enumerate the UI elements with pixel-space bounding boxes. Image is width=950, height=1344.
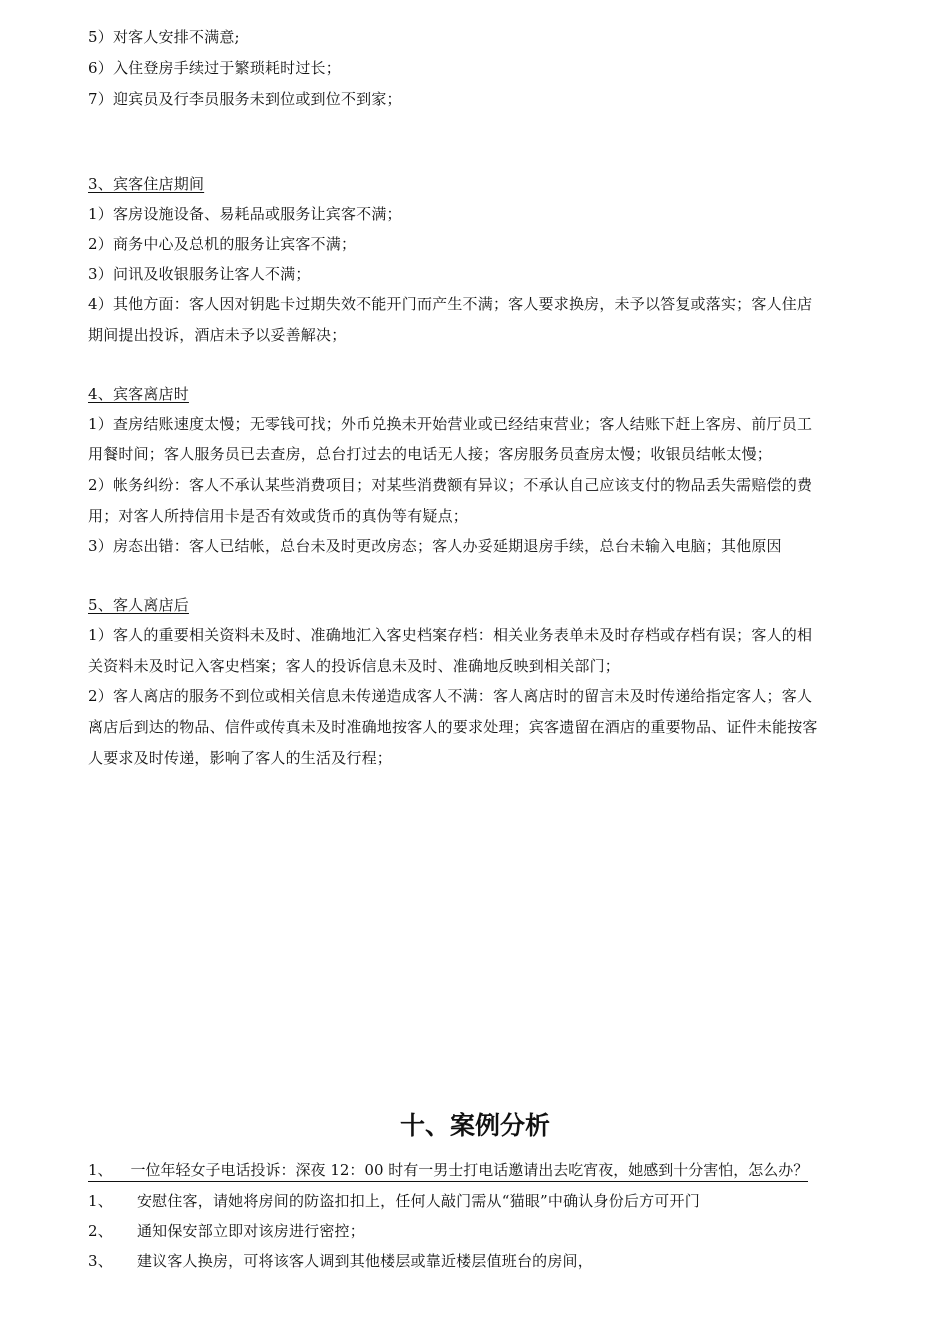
list-item: 1）查房结账速度太慢；无零钱可找；外币兑换未开始营业或已经结束营业；客人结账下赶上客房、前厅员工 [88, 415, 813, 433]
list-item: 2）客人离店的服务不到位或相关信息未传递造成客人不满：客人离店时的留言未及时传递给指定客人；客人 [88, 687, 813, 705]
list-item: 2）商务中心及总机的服务让宾客不满； [88, 235, 357, 253]
list-item: 1）客房设施设备、易耗品或服务让宾客不满； [88, 205, 402, 223]
answer-text: 建议客人换房，可将该客人调到其他楼层或靠近楼层值班台的房间， [136, 1252, 593, 1270]
list-item: 人要求及时传递，影响了客人的生活及行程； [88, 749, 393, 767]
list-item: 期间提出投诉，酒店未予以妥善解决； [88, 326, 347, 344]
list-item [88, 1251, 593, 1271]
list-item: 用；对客人所持信用卡是否有效或货币的真伪等有疑点； [88, 507, 469, 525]
section-heading: 4、宾客离店时 [88, 385, 189, 403]
answer-text: 安慰住客，请她将房间的防盗扣扣上，任何人敲门需从“猫眼”中确认身份后方可开门 [136, 1192, 700, 1210]
list-item: 7）迎宾员及行李员服务未到位或到位不到家； [88, 90, 402, 108]
list-item: 离店后到达的物品、信件或传真未及时准确地按客人的要求处理；宾客遗留在酒店的重要物品、证件未能按客 [88, 718, 818, 736]
answer-number: 1、 [88, 1192, 113, 1210]
answer-text: 通知保安部立即对该房进行密控； [136, 1222, 365, 1240]
list-item: 4）其他方面：客人因对钥匙卡过期失效不能开门而产生不满；客人要求换房，未予以答复或落实；客人住店 [88, 295, 813, 313]
case-question-text: 一位年轻女子电话投诉：深夜 12：00 时有一男士打电话邀请出去吃宵夜，她感到十分害怕，怎么办？ [130, 1161, 809, 1179]
case-question [88, 1160, 808, 1182]
list-item: 3）房态出错：客人已结帐，总台未及时更改房态；客人办妥延期退房手续，总台未输入电脑；其他原因 [88, 537, 782, 555]
answer-number: 2、 [88, 1222, 113, 1240]
list-item: 关资料未及时记入客史档案；客人的投诉信息未及时、准确地反映到相关部门； [88, 657, 621, 675]
answer-number: 3、 [88, 1252, 113, 1270]
case-number: 1、 [88, 1161, 113, 1179]
section-heading: 3、宾客住店期间 [88, 175, 205, 193]
list-item: 5）对客人安排不满意; [88, 28, 240, 46]
list-item: 6）入住登房手续过于繁琐耗时过长； [88, 59, 341, 77]
list-item [88, 1191, 700, 1211]
section-heading: 5、客人离店后 [88, 596, 189, 614]
list-item: 2）帐务纠纷：客人不承认某些消费项目；对某些消费额有异议；不承认自己应该支付的物品丢失需赔偿的费 [88, 476, 813, 494]
page-title: 十、案例分析 [399, 1111, 550, 1140]
list-item: 3）问讯及收银服务让客人不满； [88, 265, 311, 283]
list-item [88, 1221, 365, 1241]
list-item: 用餐时间；客人服务员已去查房，总台打过去的电话无人接；客房服务员查房太慢；收银员结帐太慢； [88, 445, 773, 463]
list-item: 1）客人的重要相关资料未及时、准确地汇入客史档案存档：相关业务表单未及时存档或存档有误；客人的相 [88, 626, 813, 644]
